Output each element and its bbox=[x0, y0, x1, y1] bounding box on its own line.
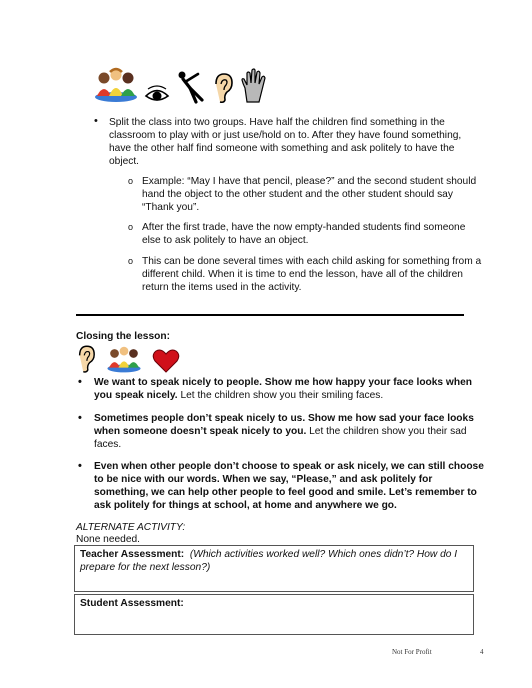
closing-item-sad-text: Let the children show you their sad faces. bbox=[94, 426, 467, 450]
teacher-assessment-box[interactable] bbox=[74, 545, 474, 592]
closing-item-choose-nice-bold: Even when other people don’t choose to speak or ask nicely, we can still choose to be nice with our words. When we say, “Please,” and ask politely for something, we can help other people to feel good and smile. Let’s remember to ask politely for things at school, at home and anywhere we go. bbox=[94, 461, 484, 511]
activity-bullet-marker: • bbox=[94, 115, 98, 127]
sub-item-example: Example: “May I have that pencil, please?” and the second student should hand the object to the other student and the other student should say “Thank you”. bbox=[142, 176, 477, 213]
teacher-assessment-prompt: (Which activities worked well? Which ones didn’t? How do I prepare for the next lesson?) bbox=[80, 549, 458, 573]
closing-item-sad bbox=[94, 412, 486, 451]
eye-icon bbox=[144, 84, 170, 109]
page-number: 4 bbox=[480, 648, 484, 656]
closing-item-happy-bold: We want to speak nicely to people. Show me how happy your face looks when you speak nicely. bbox=[94, 377, 472, 401]
hand-icon bbox=[240, 68, 268, 109]
sub-item-repeat: This can be done several times with each child asking for something from a different child. When it is time to end the lesson, have all of the children return the items used in the activity. bbox=[142, 256, 482, 293]
closing-item-choose-nice bbox=[94, 460, 486, 512]
closing-heading: Closing the lesson: bbox=[76, 331, 170, 342]
closing-item-sad-bold: Sometimes people don’t speak nicely to us. Show me how sad your face looks when someone doesn’t speak nicely to you. bbox=[94, 413, 474, 437]
alternate-activity-text: None needed. bbox=[76, 534, 141, 545]
student-assessment-label: Student Assessment: bbox=[80, 598, 184, 609]
closing-item-happy bbox=[94, 376, 486, 402]
closing-bullet-marker: • bbox=[78, 412, 82, 424]
student-assessment-box[interactable] bbox=[74, 594, 474, 635]
closing-item-happy-text: Let the children show you their smiling faces. bbox=[177, 390, 384, 401]
activity-icons bbox=[94, 66, 268, 109]
closing-icons bbox=[76, 344, 180, 379]
closing-bullet-marker: • bbox=[78, 460, 82, 472]
sub-item-first-trade: After the first trade, have the now empty-handed students find someone else to ask politely to have an object. bbox=[142, 222, 466, 246]
stretching-figure-icon bbox=[176, 70, 206, 109]
ear-icon bbox=[76, 344, 96, 379]
group-children-icon bbox=[94, 66, 138, 109]
sub-item-marker: o bbox=[128, 256, 134, 266]
alternate-activity-heading: ALTERNATE ACTIVITY: bbox=[76, 522, 186, 533]
section-divider bbox=[76, 314, 464, 316]
activity-instruction: Split the class into two groups. Have half the children find something in the classroom to play with or just use/hold on to. After they have found something, have the other half find someone with something and ask politely to have the object. bbox=[109, 117, 462, 167]
footer-text: Not For Profit bbox=[392, 648, 432, 656]
sub-item-marker: o bbox=[128, 222, 134, 232]
heart-icon bbox=[152, 348, 180, 379]
group-children-icon bbox=[102, 344, 146, 379]
teacher-assessment-content bbox=[80, 548, 468, 574]
ear-icon bbox=[212, 72, 234, 109]
sub-item-marker: o bbox=[128, 176, 134, 186]
teacher-assessment-label: Teacher Assessment: bbox=[80, 549, 185, 560]
closing-bullet-marker: • bbox=[78, 376, 82, 388]
